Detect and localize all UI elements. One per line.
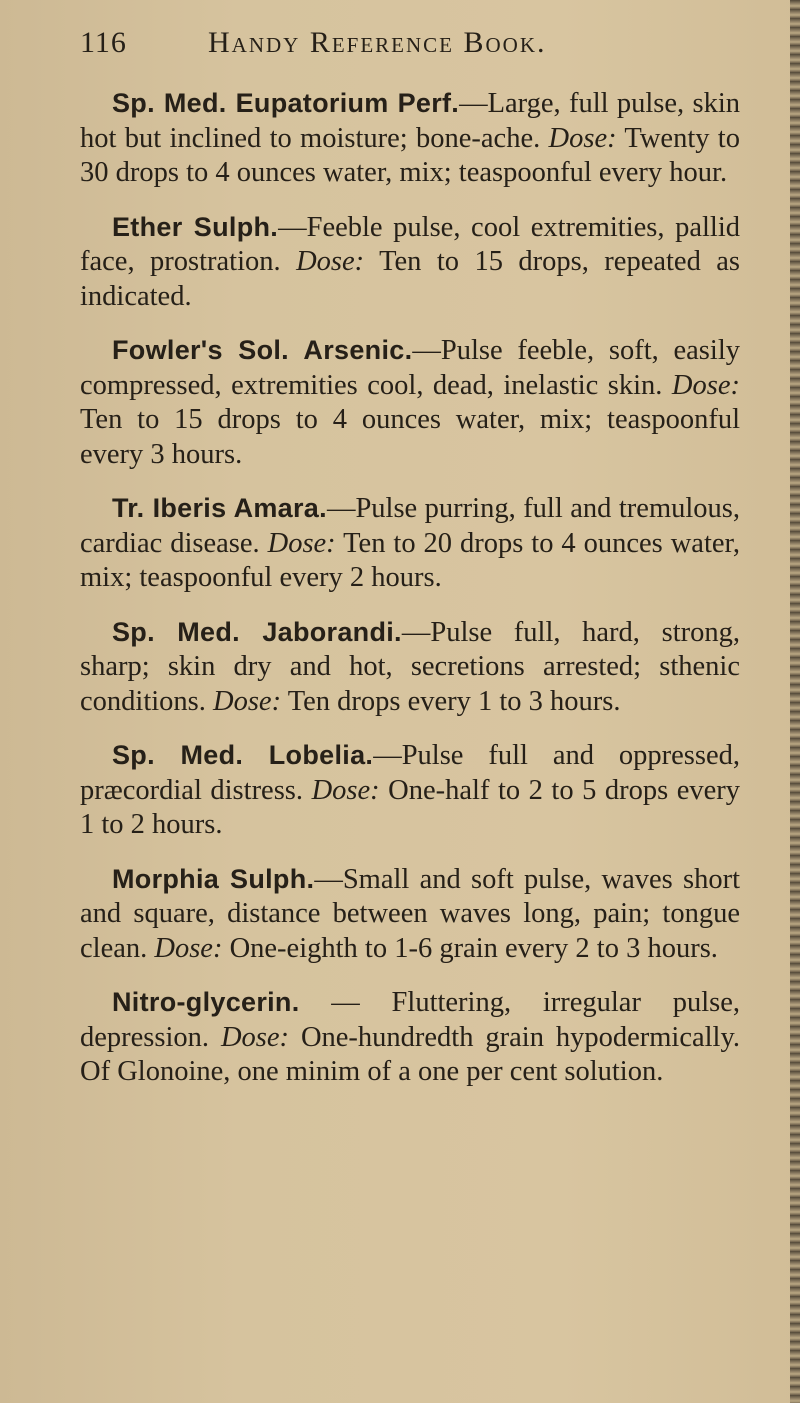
dose-label: Dose: <box>311 774 380 806</box>
entry-morphia-sulph <box>80 862 740 967</box>
entry-dose: Ten to 20 drops to 4 ounces water, mix; teaspoonful every 2 hours. <box>80 527 740 593</box>
entry-term: Sp. Med. Eupatorium Perf. <box>112 88 460 118</box>
entry-lobelia <box>80 738 740 843</box>
entry-description: —Large, full pulse, skin hot but inclined to moisture; bone-ache. <box>80 88 740 154</box>
entry-fowlers-arsenic <box>80 333 740 472</box>
page-body <box>80 86 740 1109</box>
entry-term: Sp. Med. Lobelia. <box>112 740 374 770</box>
entry-dose: Ten to 15 drops to 4 ounces water, mix; teaspoonful every 3 hours. <box>80 404 740 470</box>
page-number: 116 <box>80 26 127 59</box>
entry-description: —Pulse full, hard, strong, sharp; skin dry and hot, secretions arrested; sthenic conditions. <box>80 616 740 717</box>
entry-dose: Twenty to 30 drops to 4 ounces water, mix; teaspoonful every hour. <box>80 122 740 188</box>
entry-term: Tr. Iberis Amara. <box>112 493 327 523</box>
entry-jaborandi <box>80 615 740 720</box>
entry-iberis-amara <box>80 491 740 596</box>
entry-term: Fowler's Sol. Arsenic. <box>112 335 413 365</box>
entry-description: —Small and soft pulse, waves short and square, distance between waves long, pain; tongue clean. <box>80 863 741 964</box>
entry-term: Nitro-glycerin. <box>112 987 300 1017</box>
entry-term: Morphia Sulph. <box>112 863 315 894</box>
entry-eupatorium <box>80 86 740 191</box>
entry-description: —Pulse feeble, soft, easily compressed, extremities cool, dead, inelastic skin. <box>80 335 740 401</box>
entry-dose: One-half to 2 to 5 drops every 1 to 2 hours. <box>80 774 741 840</box>
entry-description: —Feeble pulse, cool extremities, pallid face, prostration. <box>80 211 740 277</box>
page-header <box>80 26 720 66</box>
entry-nitro-glycerin <box>80 985 740 1090</box>
dose-label: Dose: <box>267 527 336 559</box>
entry-ether-sulph <box>80 210 740 315</box>
entry-dose: Ten drops every 1 to 3 hours. <box>287 685 621 717</box>
dose-label: Dose: <box>154 932 223 964</box>
entry-description: — Fluttering, irregular pulse, depression. <box>80 987 740 1053</box>
entry-description: —Pulse full and oppressed, præcordial distress. <box>80 740 740 806</box>
entry-term: Ether Sulph. <box>112 211 279 242</box>
entry-term: Sp. Med. Jaborandi. <box>112 616 402 647</box>
dose-label: Dose: <box>220 1021 290 1053</box>
entry-description: —Pulse purring, full and tremulous, cardiac disease. <box>80 493 740 559</box>
dose-label: Dose: <box>671 369 740 401</box>
running-head: Handy Reference Book. <box>208 26 547 59</box>
dose-label: Dose: <box>548 122 617 154</box>
entry-dose: One-eighth to 1-6 grain every 2 to 3 hours. <box>229 932 718 964</box>
page-edge <box>790 0 800 1403</box>
entry-dose: One-hundredth grain hypodermically. Of Glonoine, one minim of a one per cent solution. <box>80 1021 740 1087</box>
entry-dose: Ten to 15 drops, repeated as indicated. <box>80 246 741 312</box>
dose-label: Dose: <box>213 685 282 717</box>
dose-label: Dose: <box>296 246 365 277</box>
